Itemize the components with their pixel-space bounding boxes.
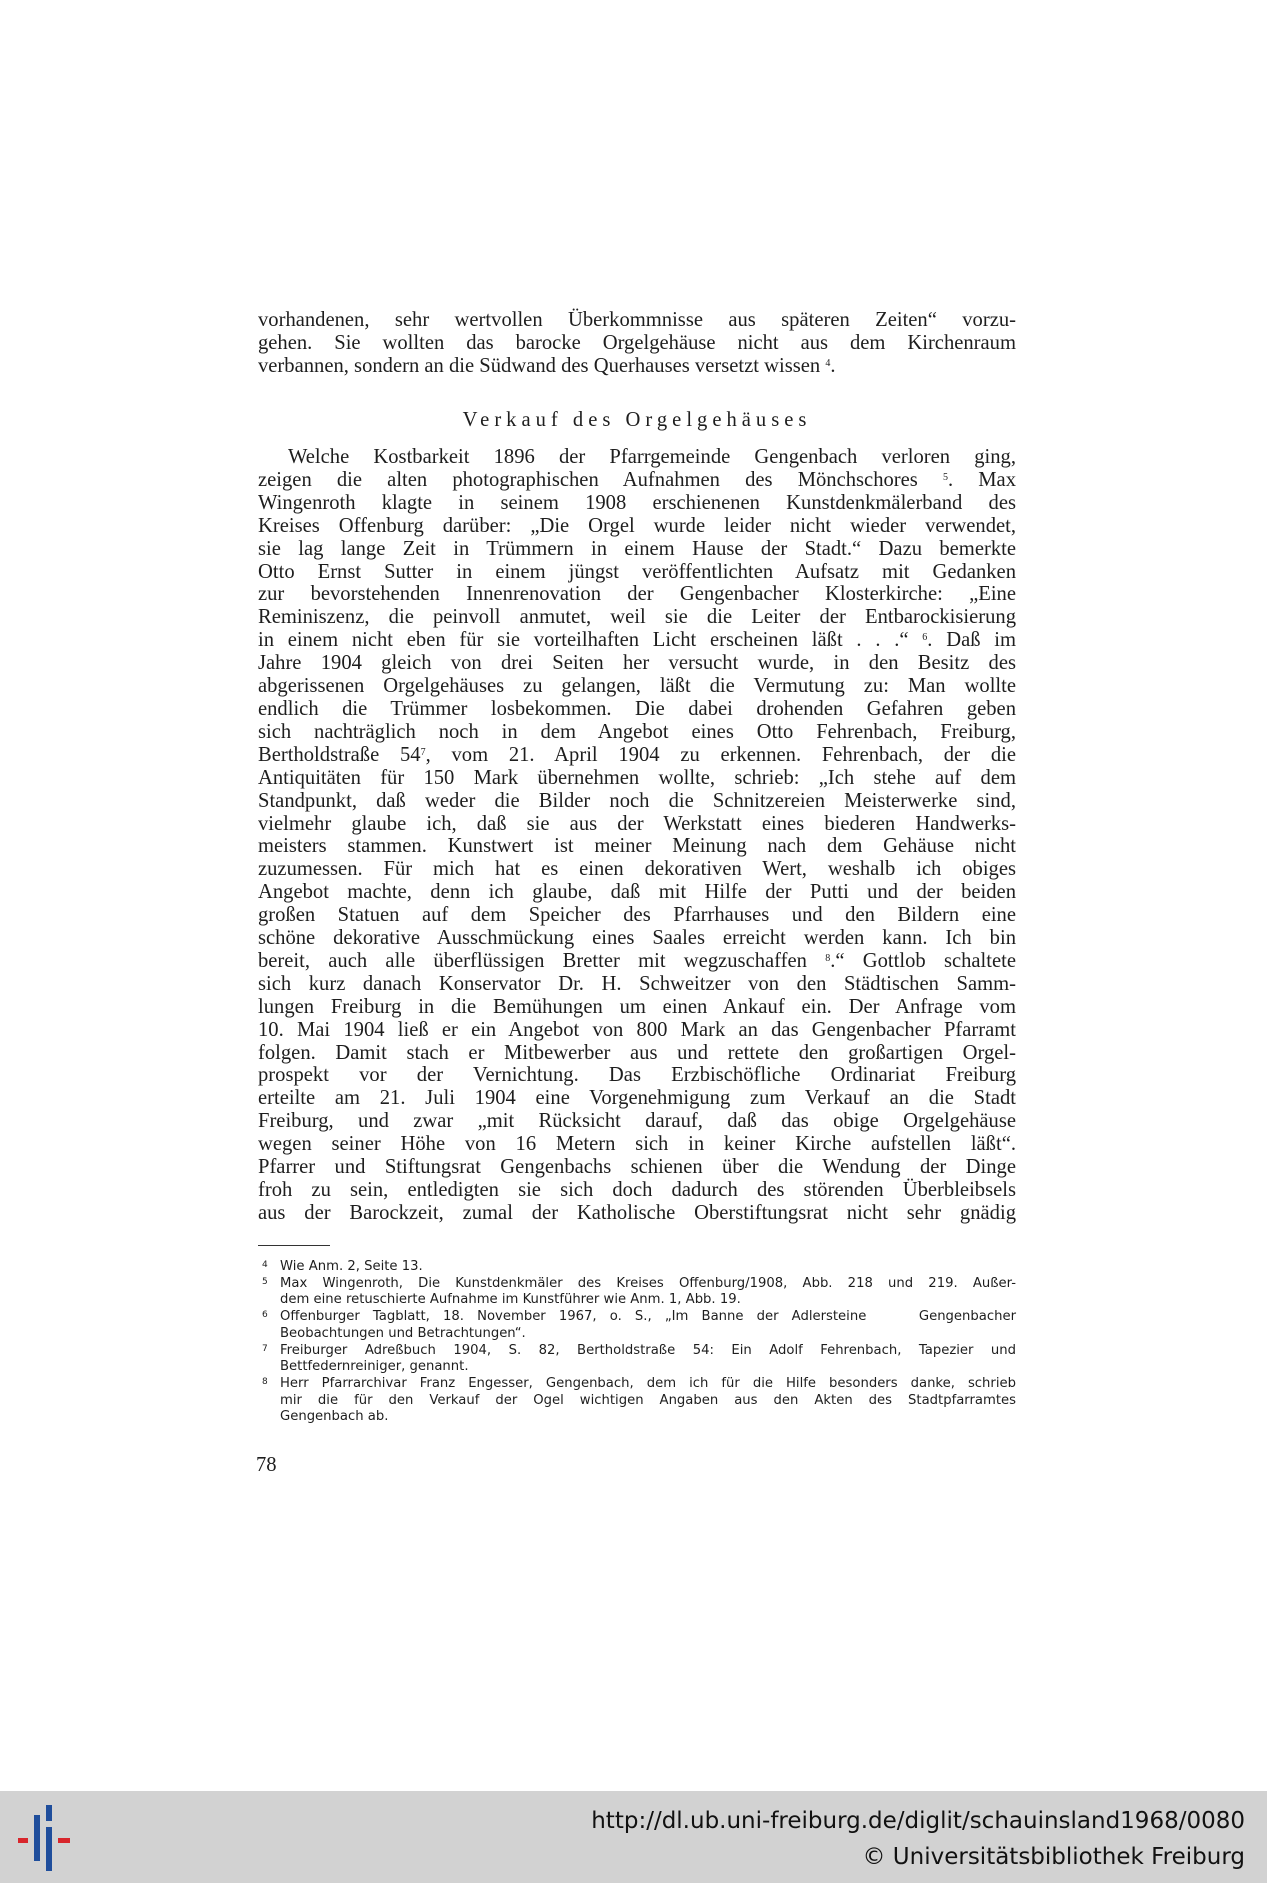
footnote-number: 7 [262, 1343, 268, 1354]
text-line: sich nachträglich noch in dem Angebot eines Otto Fehrenbach, Freiburg, [258, 720, 1016, 743]
text-line: zur bevorstehenden Innenrenovation der Gengenbacher Klosterkirche: „Eine [258, 583, 1016, 606]
text-line: Wingenroth klagte in seinem 1908 erschienenen Kunstdenkmälerband des [258, 491, 1016, 514]
text-line: sich kurz danach Konservator Dr. H. Schweitzer von den Städtischen Samm- [258, 972, 1016, 995]
footnote-number: 8 [262, 1376, 268, 1387]
text-line: schöne dekorative Ausschmückung eines Saales erreicht werden kann. Ich bin [258, 927, 1016, 950]
text-line: endlich die Trümmer losbekommen. Die dabei drohenden Gefahren geben [258, 697, 1016, 720]
footnote-number: 6 [262, 1310, 268, 1321]
text-line: Jahre 1904 gleich von drei Seiten her versucht wurde, in den Besitz des [258, 652, 1016, 675]
footnote-ref[interactable]: 4 [825, 357, 831, 369]
text-line: zuzumessen. Für mich hat es einen dekorativen Wert, weshalb ich obiges [258, 858, 1016, 881]
text-line: vorhandenen, sehr wertvollen Überkommnisse aus späteren Zeiten“ vorzu- [258, 309, 1016, 331]
intro-paragraph [258, 309, 1016, 378]
text-line: Bertholdstraße $54^7$, vom 21. April 1904 zu erkennen. Fehrenbach, der die [258, 743, 1016, 766]
text-line: lungen Freiburg in die Bemühungen um einen Ankauf ein. Der Anfrage vom [258, 995, 1016, 1018]
footnote-line: Bettfedernreiniger, genannt. [280, 1359, 469, 1375]
footnote-line: Beobachtungen und Betrachtungen“. [280, 1325, 526, 1341]
text-line: folgen. Damit stach er Mitbewerber aus und rettete den großartigen Orgel- [258, 1041, 1016, 1064]
footnote [262, 1259, 1016, 1276]
text-line: zeigen die alten photographischen Aufnahmen des Mönchschores $^5$. Max [258, 468, 1016, 491]
text-line: aus der Barockzeit, zumal der Katholische Oberstiftungsrat nicht sehr gnädig [258, 1201, 1016, 1224]
footnote-divider [258, 1245, 330, 1246]
text-line: vielmehr glaube ich, daß sie aus der Werkstatt eines biederen Handwerks- [258, 812, 1016, 835]
footnote-number: 5 [262, 1276, 268, 1287]
text-line: Angebot machte, denn ich glaube, daß mit Hilfe der Putti und der beiden [258, 881, 1016, 904]
text-line: erteilte am 21. Juli 1904 eine Vorgenehmigung zum Verkauf an die Stadt [258, 1087, 1016, 1110]
text-line: wegen seiner Höhe von 16 Metern sich in keiner Kirche aufstellen läßt“. [258, 1133, 1016, 1156]
footer-bar [0, 1791, 1267, 1883]
footnote-line: Herr Pfarrarchivar Franz Engesser, Gengenbach, dem ich für die Hilfe besonders danke, schrieb [280, 1375, 1016, 1391]
page-number: 78 [256, 1454, 277, 1476]
library-logo-icon [16, 1805, 78, 1871]
text-line: in einem nicht eben für sie vorteilhaften Licht erscheinen läßt . . .“ $^6$. Daß im [258, 629, 1017, 652]
footnote-line: Gengenbach ab. [280, 1409, 389, 1425]
text-line: Freiburg, und zwar „mit Rücksicht darauf, daß das obige Orgelgehäuse [258, 1110, 1016, 1133]
footnote [262, 1376, 1016, 1426]
text-line: bereit, auch alle überflüssigen Bretter mit wegzuschaffen $^8$.“ Gottlob schaltete [258, 949, 1016, 972]
text-line: prospekt vor der Vernichtung. Das Erzbischöfliche Ordinariat Freiburg [258, 1064, 1016, 1087]
text-line: großen Statuen auf dem Speicher des Pfarrhauses und den Bildern eine [258, 904, 1016, 927]
permalink-url[interactable]: http://dl.ub.uni-freiburg.de/diglit/schauinsland1968/0080 [591, 1808, 1245, 1834]
footnote-ref[interactable]: 8 [825, 952, 831, 964]
footnote [262, 1343, 1016, 1376]
text-line: meisters stammen. Kunstwert ist meiner Meinung nach dem Gehäuse nicht [258, 835, 1016, 858]
footnote [262, 1276, 1016, 1309]
footnote [262, 1309, 1016, 1342]
section-heading: Verkauf des Orgelgehäuses [462, 409, 812, 431]
text-line: Standpunkt, daß weder die Bilder noch die Schnitzereien Meisterwerke sind, [258, 789, 1016, 812]
footnote-ref[interactable]: 6 [922, 632, 928, 644]
footnote-line: mir die für den Verkauf der Ogel wichtigen Angaben aus den Akten des Stadtpfarramtes [280, 1392, 1016, 1408]
text-line: abgerissenen Orgelgehäuses zu gelangen, läßt die Vermutung zu: Man wollte [258, 675, 1016, 698]
footnote-line: dem eine retuschierte Aufnahme im Kunstführer wie Anm. 1, Abb. 19. [280, 1292, 741, 1308]
copyright-notice: © Universitätsbibliothek Freiburg [862, 1844, 1245, 1870]
text-line: Welche Kostbarkeit 1896 der Pfarrgemeinde Gengenbach verloren ging, [288, 446, 1016, 468]
text-line: Reminiszenz, die peinvoll anmutet, weil sie die Leiter der Entbarockisierung [258, 606, 1016, 629]
text-line: Kreises Offenburg darüber: „Die Orgel wurde leider nicht wieder verwendet, [258, 514, 1016, 537]
text-line: sie lag lange Zeit in Trümmern in einem Hause der Stadt.“ Dazu bemerkte [258, 537, 1016, 560]
footnote-line: Offenburger Tagblatt, 18. November 1967, o. S., „Im Banne der Adlersteine Gengenbacher [280, 1309, 1016, 1325]
footnote-ref[interactable]: 5 [942, 471, 948, 483]
footnote-ref[interactable]: 7 [420, 746, 426, 758]
footnote-number: 4 [262, 1260, 268, 1270]
text-line: gehen. Sie wollten das barocke Orgelgehäuse nicht aus dem Kirchenraum [258, 331, 1016, 354]
text-line: froh zu sein, entledigten sie sich doch dadurch des störenden Überbleibsels [258, 1179, 1016, 1201]
footnote-line: Freiburger Adreßbuch 1904, S. 82, Bertholdstraße 54: Ein Adolf Fehrenbach, Tapezier und [280, 1342, 1016, 1358]
footnote-line: Wie Anm. 2, Seite 13. [280, 1259, 423, 1274]
text-line: Antiquitäten für 150 Mark übernehmen wollte, schrieb: „Ich stehe auf dem [258, 766, 1016, 789]
footnotes [262, 1259, 1016, 1426]
text-line: Otto Ernst Sutter in einem jüngst veröffentlichten Aufsatz mit Gedanken [258, 560, 1016, 583]
footnote-line: Max Wingenroth, Die Kunstdenkmäler des Kreises Offenburg/1908, Abb. 218 und 219. Außer- [280, 1275, 1016, 1291]
text-line: 10. Mai 1904 ließ er ein Angebot von 800 Mark an das Gengenbacher Pfarramt [258, 1018, 1016, 1041]
text-line: Pfarrer und Stiftungsrat Gengenbachs schienen über die Wendung der Dinge [258, 1156, 1016, 1179]
text-line: verbannen, sondern an die Südwand des Querhauses versetzt wissen $^4$. [258, 354, 836, 377]
body-paragraph [258, 446, 1016, 1225]
